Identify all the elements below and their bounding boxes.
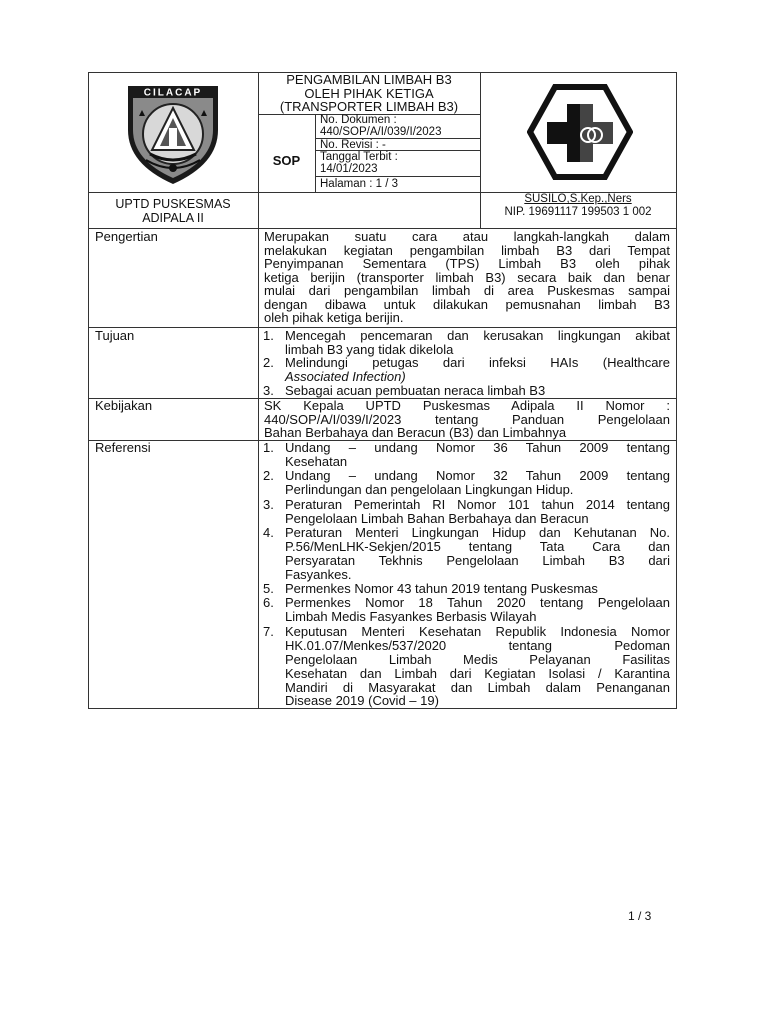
kebijakan-line: 440/SOP/A/I/039/I/2023 tentang Panduan Pengelolaan [264, 411, 670, 427]
pengertian-line: Merupakan suatu cara atau langkah-langkah dalam [264, 229, 670, 244]
pengertian-line: ketiga berijin (transporter limbah B3) secara baik dan benar [264, 269, 670, 285]
referensi-item-cont: Kesehatan dan Limbah dari Kegiatan Isolasi / Karantina [285, 666, 670, 681]
referensi-item: Permenkes Nomor 18 Tahun 2020 tentang Pengelolaan [285, 595, 670, 610]
sop-label: SOP [272, 153, 301, 168]
pengertian-line: Penyimpanan Sementara (TPS) Limbah B3 oleh pihak [264, 256, 670, 271]
referensi-item-cont: Pengelolaan Limbah Bahan Berbahaya dan Beracun [285, 511, 589, 526]
pengertian-line: mulai dari pengambilan limbah di area Puskesmas sampai [264, 283, 670, 298]
referensi-item: Peraturan Menteri Lingkungan Hidup dan Kehutanan No. [285, 525, 670, 540]
unit-line-1: UPTD PUSKESMAS [115, 197, 231, 211]
signer-name: SUSILO,S.Kep.,Ners [524, 193, 632, 205]
tujuan-item-2-cont: Associated Infection) [285, 368, 406, 384]
referensi-item-cont: Disease 2019 (Covid – 19) [285, 693, 439, 708]
sop-title [258, 73, 480, 114]
tanggal-terbit-value: 14/01/2023 [320, 163, 378, 175]
referensi-item-cont: Persyaratan Tekhnis Pengelolaan Limbah B3 dari [285, 553, 670, 568]
tujuan-label: Tujuan [95, 328, 135, 343]
referensi-item-cont: Perlindungan dan pengelolaan Lingkungan Hidup. [285, 482, 574, 497]
list-number: 2. [263, 468, 274, 483]
tujuan-item-2: Melindungi petugas dari infeksi HAIs (Healthcare [285, 355, 670, 370]
pengertian-line: dengan dibawa untuk dilakukan pemusnahan limbah B3 [264, 296, 670, 312]
puskesmas-logo [527, 84, 633, 180]
tujuan-item-1-cont: limbah B3 yang tidak dikelola [285, 341, 454, 357]
unit-line-2: ADIPALA II [142, 210, 204, 225]
page-number: 1 / 3 [628, 909, 652, 923]
no-revisi: No. Revisi : - [320, 139, 386, 151]
title-line-3: (TRANSPORTER LIMBAH B3) [279, 99, 459, 114]
tujuan-item-1: Mencegah pencemaran dan kerusakan lingkungan akibat [285, 328, 670, 343]
unit-name [88, 198, 258, 225]
pengertian-line: melakukan kegiatan pengambilan limbah B3 dari Tempat [264, 242, 670, 258]
referensi-item: Keputusan Menteri Kesehatan Republik Indonesia Nomor [285, 624, 670, 639]
pengertian-line: oleh pihak ketiga berijin. [264, 310, 404, 325]
referensi-item-cont: Fasyankes. [285, 567, 352, 582]
list-number: 1. [263, 328, 274, 343]
no-dokumen-value: 440/SOP/A/I/039/I/2023 [320, 126, 442, 138]
list-number: 3. [263, 383, 274, 398]
cilacap-logo [124, 82, 222, 187]
referensi-item-cont: Pengelolaan Limbah Medis Pelayanan Fasilitas [285, 652, 670, 667]
list-number: 4. [263, 525, 274, 540]
title-line-2: OLEH PIHAK KETIGA [304, 85, 434, 101]
referensi-item-cont: Mandiri di Masyarakat dan Limbah dalam Penanganan [285, 680, 670, 695]
title-line-1: PENGAMBILAN LIMBAH B3 [286, 72, 452, 87]
referensi-item: Undang – undang Nomor 32 Tahun 2009 tentang [285, 468, 670, 483]
tujuan-item-3: Sebagai acuan pembuatan neraca limbah B3 [285, 383, 546, 398]
list-number: 6. [263, 595, 274, 610]
referensi-item-cont: Limbah Medis Fasyankes Berbasis Wilayah [285, 609, 537, 624]
kebijakan-line: Bahan Berbahaya dan Beracun (B3) dan Limbahnya [264, 425, 567, 440]
halaman: Halaman : 1 / 3 [320, 178, 398, 190]
referensi-item-cont: P.56/MenLHK-Sekjen/2015 tentang Tata Cara dan [285, 539, 670, 554]
pengertian-label: Pengertian [95, 229, 158, 244]
no-dokumen-label: No. Dokumen : [320, 114, 397, 126]
kebijakan-label: Kebijakan [95, 398, 153, 413]
referensi-item: Undang – undang Nomor 36 Tahun 2009 tentang [285, 440, 670, 455]
referensi-item-cont: Kesehatan [285, 454, 348, 469]
tanggal-terbit-label: Tanggal Terbit : [320, 151, 398, 163]
signer-nip: NIP. 19691117 199503 1 002 [504, 206, 652, 218]
list-number: 7. [263, 624, 274, 639]
referensi-item: Permenkes Nomor 43 tahun 2019 tentang Puskesmas [285, 581, 598, 596]
referensi-item: Peraturan Pemerintah RI Nomor 101 tahun 2014 tentang [285, 497, 670, 512]
referensi-item-cont: HK.01.07/Menkes/537/2020 tentang Pedoman [285, 638, 670, 653]
svg-text:CILACAP: CILACAP [143, 87, 203, 99]
list-number: 2. [263, 355, 274, 370]
list-number: 3. [263, 497, 274, 512]
list-number: 5. [263, 581, 274, 596]
kebijakan-line: SK Kepala UPTD Puskesmas Adipala II Nomor : [264, 398, 670, 413]
list-number: 1. [263, 440, 274, 455]
referensi-label: Referensi [95, 440, 151, 455]
